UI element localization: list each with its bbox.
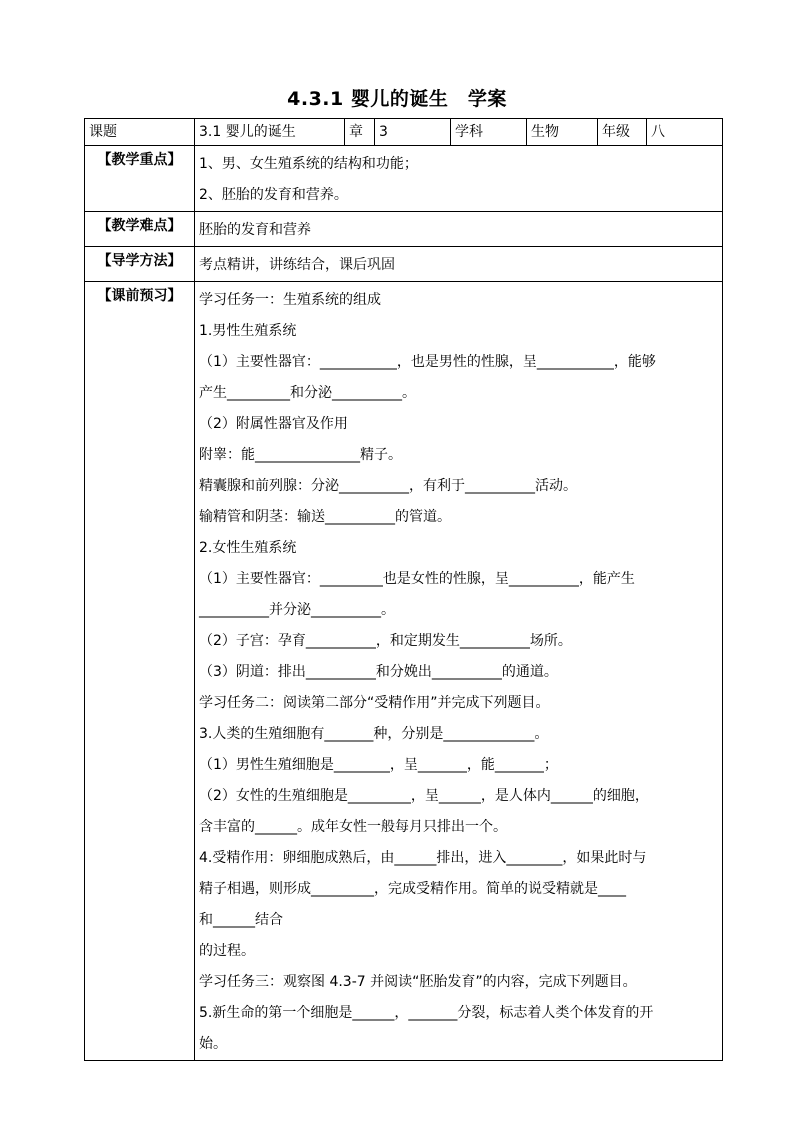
preview-line: 输精管和阴茎：输送__________的管道。	[199, 509, 451, 525]
preview-line: （2）附属性器官及作用	[199, 416, 348, 432]
subject-value: 生物	[527, 119, 598, 146]
preview-line: 附睾：能_______________精子。	[199, 447, 402, 463]
preview-line: __________并分泌__________。	[199, 602, 395, 618]
preview-line: （3）阴道：排出__________和分娩出__________的通道。	[199, 664, 558, 680]
key-points-content	[195, 146, 723, 212]
method-line: 考点精讲，讲练结合，课后巩固	[199, 257, 395, 273]
topic-value: 3.1 婴儿的诞生	[195, 119, 345, 146]
chapter-label: 章	[345, 119, 375, 146]
preview-line: 2.女性生殖系统	[199, 540, 297, 556]
preview-content	[195, 282, 723, 1061]
difficulty-line: 胚胎的发育和营养	[199, 222, 311, 238]
preview-line: 4.受精作用：卵细胞成熟后，由______排出，进入________，如果此时与	[199, 850, 647, 866]
preview-line: （1）主要性器官：_________也是女性的性腺，呈__________，能产生	[199, 571, 635, 587]
key-points-row	[85, 146, 723, 212]
difficulties-row	[85, 212, 723, 247]
preview-line: 5.新生命的第一个细胞是______，_______分裂，标志着人类个体发育的开	[199, 1005, 654, 1021]
document-title: 4.3.1 婴儿的诞生 学案	[287, 88, 507, 110]
preview-line: 3.人类的生殖细胞有_______种，分别是_____________。	[199, 726, 549, 742]
preview-line: （1）男性生殖细胞是________，呈_______，能_______；	[199, 757, 558, 773]
preview-line: 的过程。	[199, 943, 255, 959]
grade-label: 年级	[598, 119, 647, 146]
preview-line: 学习任务一：生殖系统的组成	[199, 292, 381, 308]
chapter-value: 3	[375, 119, 451, 146]
difficulties-content	[195, 212, 723, 247]
header-row	[85, 119, 723, 146]
preview-line: （2）子宫：孕育__________，和定期发生__________场所。	[199, 633, 572, 649]
grade-value: 八	[647, 119, 723, 146]
key-points-label: 【教学重点】	[85, 146, 195, 212]
preview-line: 精子相遇，则形成_________，完成受精作用。简单的说受精就是____	[199, 881, 626, 897]
preview-line: 产生_________和分泌__________。	[199, 385, 416, 401]
key-point-line: 2、胚胎的发育和营养。	[199, 187, 348, 203]
preview-line: 始。	[199, 1036, 227, 1052]
method-content	[195, 247, 723, 282]
method-row	[85, 247, 723, 282]
preview-row	[85, 282, 723, 1061]
preview-line: 1.男性生殖系统	[199, 323, 297, 339]
preview-line: 学习任务三：观察图 4.3-7 并阅读“胚胎发育”的内容，完成下列题目。	[199, 974, 637, 990]
preview-line: 学习任务二：阅读第二部分“受精作用”并完成下列题目。	[199, 695, 550, 711]
preview-label: 【课前预习】	[85, 282, 195, 1061]
preview-line: 和______结合	[199, 912, 283, 928]
subject-label: 学科	[451, 119, 527, 146]
preview-line: 精囊腺和前列腺：分泌__________，有利于__________活动。	[199, 478, 577, 494]
preview-line: （1）主要性器官：___________，也是男性的性腺，呈___________，能够	[199, 354, 656, 370]
lesson-plan-table	[84, 118, 723, 1061]
preview-line: （2）女性的生殖细胞是_________，呈______，是人体内______的细胞，	[199, 788, 649, 804]
topic-label: 课题	[85, 119, 195, 146]
key-point-line: 1、男、女生殖系统的结构和功能；	[199, 156, 418, 172]
preview-line: 含丰富的______。成年女性一般每月只排出一个。	[199, 819, 507, 835]
method-label: 【导学方法】	[85, 247, 195, 282]
difficulties-label: 【教学难点】	[85, 212, 195, 247]
